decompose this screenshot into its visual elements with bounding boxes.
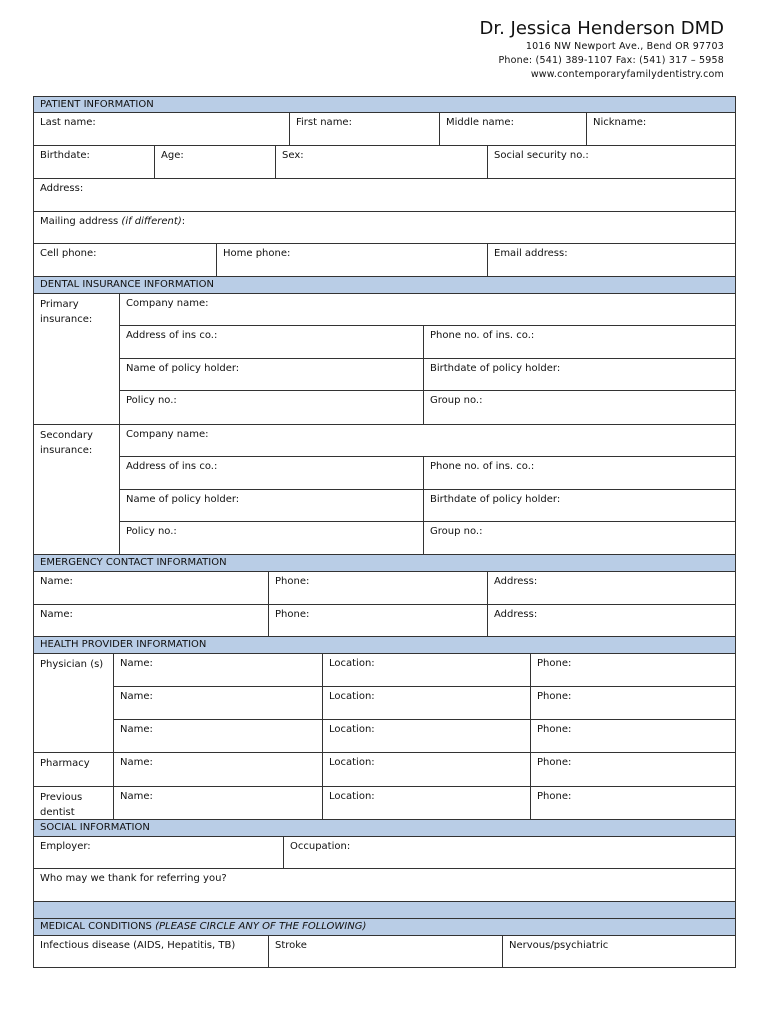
condition-stroke[interactable]: Stroke [268,936,502,967]
emergency-phone-field[interactable]: Phone: [268,605,487,636]
secondary-ins-address-field[interactable]: Address of ins co.: [126,461,218,472]
physicians-label: Physician (s) [40,659,104,670]
physician-location-field[interactable]: Location: [322,687,530,719]
practice-phone-fax: Phone: (541) 389-1107 Fax: (541) 317 – 5958 [498,55,724,66]
emergency-phone-field[interactable]: Phone: [268,572,487,604]
secondary-holder-birthdate-field[interactable]: Birthdate of policy holder: [423,490,735,521]
occupation-field[interactable]: Occupation: [283,837,735,868]
section-patient-info: PATIENT INFORMATION [33,96,736,113]
employer-field[interactable]: Employer: [40,841,91,852]
patient-bio-row [33,146,736,179]
primary-holder-birthdate-field[interactable]: Birthdate of policy holder: [423,359,735,390]
mailing-address-field[interactable] [34,212,735,243]
contact-row [33,244,736,277]
last-name-field[interactable]: Last name: [40,117,96,128]
referral-field[interactable]: Who may we thank for referring you? [40,873,227,884]
secondary-ins-phone-field[interactable]: Phone no. of ins. co.: [423,457,735,489]
secondary-insurance-label: Secondary insurance: [40,430,93,456]
physician-location-field[interactable]: Location: [322,654,530,686]
sex-field[interactable]: Sex: [275,146,487,178]
physician-name-field[interactable]: Name: [120,691,153,702]
pharmacy-location-field[interactable]: Location: [322,753,530,786]
mailing-row [33,212,736,244]
dentist-phone-field[interactable]: Phone: [530,787,735,819]
pharmacy-name-field[interactable]: Name: [120,757,153,768]
physician-phone-field[interactable]: Phone: [530,687,735,719]
secondary-insurance-group [33,425,736,555]
medical-row-1 [33,936,736,968]
dentist-location-field[interactable]: Location: [322,787,530,819]
spacer-bar [33,902,736,919]
birthdate-field[interactable]: Birthdate: [40,150,90,161]
primary-policy-field[interactable]: Policy no.: [126,395,177,406]
physician-phone-field[interactable]: Phone: [530,720,735,752]
dentist-name-field[interactable]: Name: [120,791,153,802]
emergency-name-field[interactable]: Name: [40,576,73,587]
emergency-row-1 [33,572,736,605]
middle-name-field[interactable]: Middle name: [439,113,586,145]
physicians-group [33,654,736,753]
emergency-name-field[interactable]: Name: [40,609,73,620]
practice-name: Dr. Jessica Henderson DMD [479,18,724,39]
primary-company-field[interactable]: Company name: [126,298,209,309]
pharmacy-group [33,753,736,787]
secondary-policy-field[interactable]: Policy no.: [126,526,177,537]
section-social: SOCIAL INFORMATION [33,820,736,837]
address-row [33,179,736,212]
patient-name-row [33,113,736,146]
physician-phone-field[interactable]: Phone: [530,654,735,686]
first-name-field[interactable]: First name: [289,113,439,145]
intake-form [33,96,736,968]
practice-website: www.contemporaryfamilydentistry.com [530,69,724,80]
practice-header [479,18,724,82]
section-provider: HEALTH PROVIDER INFORMATION [33,637,736,654]
age-field[interactable]: Age: [154,146,275,178]
nickname-field[interactable]: Nickname: [586,113,735,145]
secondary-group-field[interactable]: Group no.: [423,522,735,554]
section-insurance: DENTAL INSURANCE INFORMATION [33,277,736,294]
mailing-label: Mailing address [40,216,122,227]
primary-holder-field[interactable]: Name of policy holder: [126,363,240,374]
previous-dentist-label: Previous dentist [40,792,83,818]
secondary-company-field[interactable]: Company name: [126,429,209,440]
employment-row [33,837,736,869]
secondary-holder-field[interactable]: Name of policy holder: [126,494,240,505]
practice-address: 1016 NW Newport Ave., Bend OR 97703 [525,41,724,52]
condition-nervous[interactable]: Nervous/psychiatric [502,936,735,967]
email-field[interactable]: Email address: [487,244,735,276]
cell-phone-field[interactable]: Cell phone: [40,248,97,259]
physician-location-field[interactable]: Location: [322,720,530,752]
primary-ins-phone-field[interactable]: Phone no. of ins. co.: [423,326,735,358]
home-phone-field[interactable]: Home phone: [216,244,487,276]
ssn-field[interactable]: Social security no.: [487,146,735,178]
emergency-address-field[interactable]: Address: [487,572,735,604]
section-emergency: EMERGENCY CONTACT INFORMATION [33,555,736,572]
emergency-row-2 [33,605,736,637]
address-field[interactable]: Address: [40,183,84,194]
mailing-colon: : [181,216,186,227]
referral-row [33,869,736,902]
primary-group-field[interactable]: Group no.: [423,391,735,424]
pharmacy-phone-field[interactable]: Phone: [530,753,735,786]
primary-insurance-label: Primary insurance: [40,299,93,325]
mailing-note: (if different) [121,216,182,227]
physician-name-field[interactable]: Name: [120,724,153,735]
condition-infectious[interactable]: Infectious disease (AIDS, Hepatitis, TB) [40,940,236,951]
emergency-address-field[interactable]: Address: [487,605,735,636]
physician-name-field[interactable]: Name: [120,658,153,669]
previous-dentist-group [33,787,736,820]
primary-ins-address-field[interactable]: Address of ins co.: [126,330,218,341]
pharmacy-label: Pharmacy [40,758,90,769]
medical-title: MEDICAL CONDITIONS [40,921,156,932]
medical-instruction: (PLEASE CIRCLE ANY OF THE FOLLOWING) [155,921,367,932]
primary-insurance-group [33,294,736,425]
section-medical [33,919,736,936]
